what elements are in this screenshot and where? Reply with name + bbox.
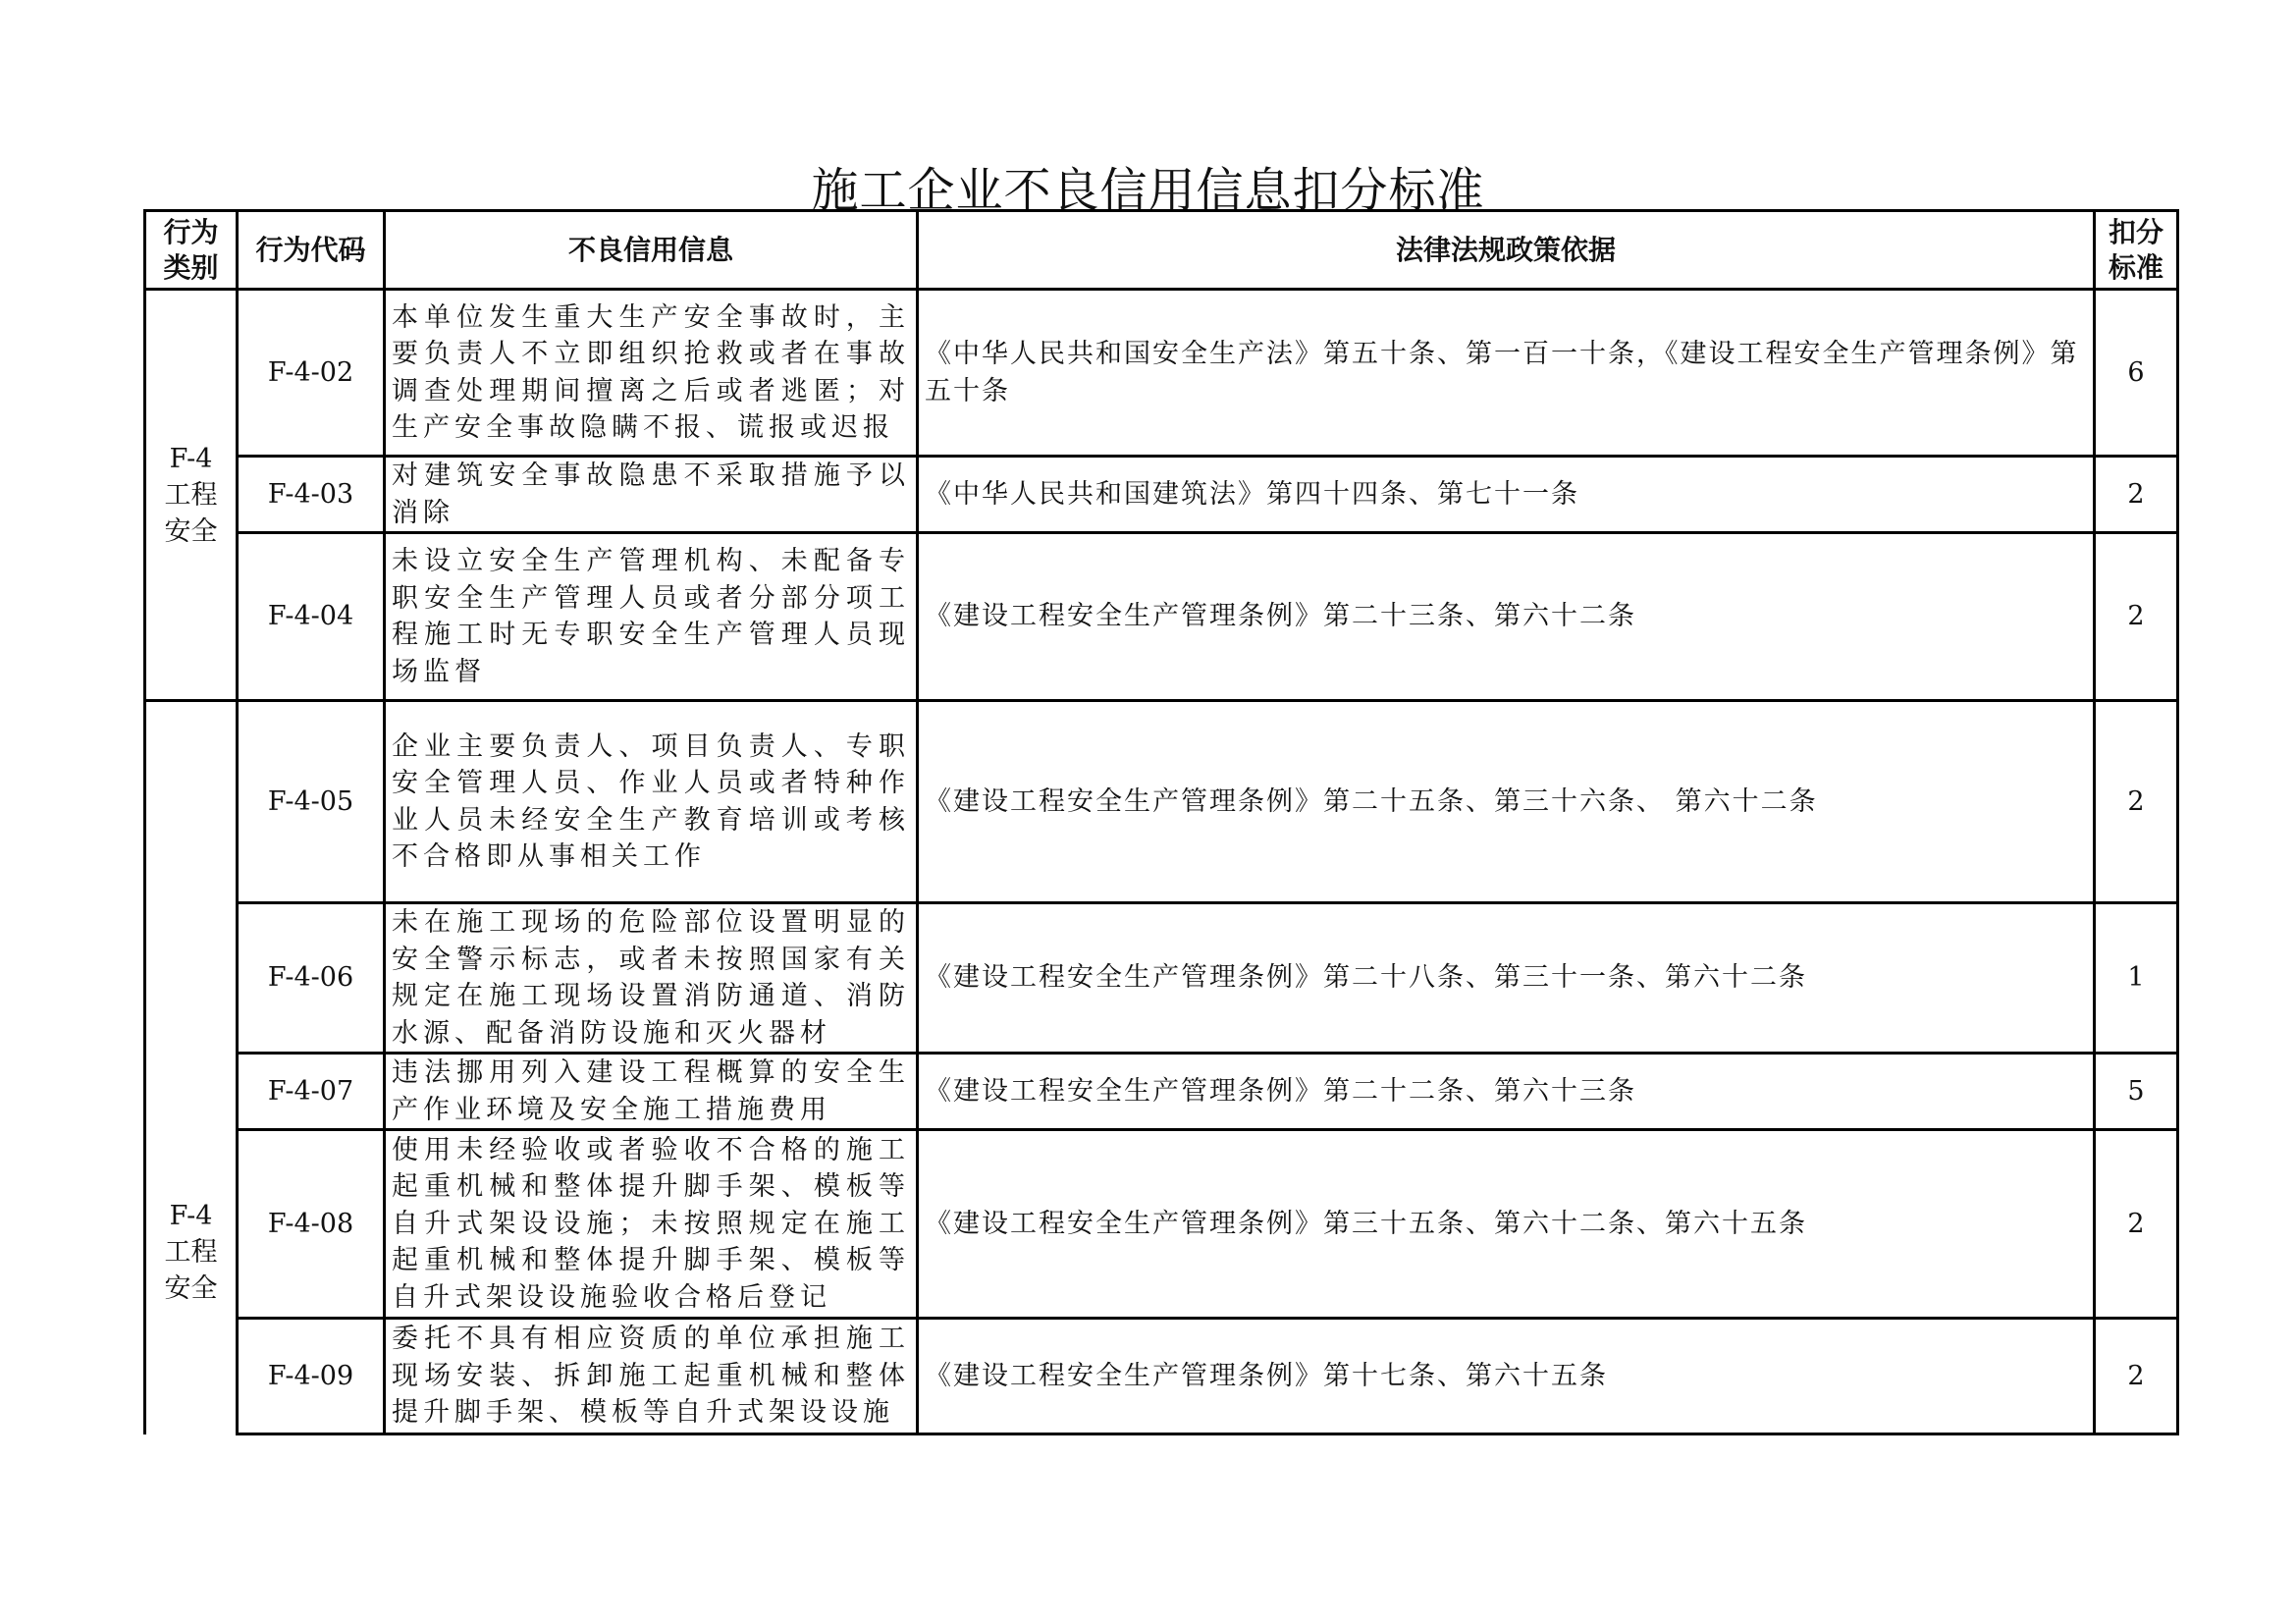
law-cell: 《建设工程安全生产管理条例》第二十五条、第三十六条、 第六十二条 (918, 701, 2095, 903)
code-cell: F-4-05 (238, 701, 385, 903)
info-cell: 委托不具有相应资质的单位承担施工现场安装、拆卸施工起重机械和整体提升脚手架、模板等自升式架设设施 (385, 1319, 918, 1434)
info-cell: 违法挪用列入建设工程概算的安全生产作业环境及安全施工措施费用 (385, 1054, 918, 1130)
table-row (145, 1054, 2178, 1130)
law-cell: 《建设工程安全生产管理条例》第三十五条、第六十二条、第六十五条 (918, 1130, 2095, 1319)
law-cell: 《建设工程安全生产管理条例》第二十二条、第六十三条 (918, 1054, 2095, 1130)
law-cell: 《建设工程安全生产管理条例》第二十八条、第三十一条、第六十二条 (918, 903, 2095, 1054)
table-row (145, 1130, 2178, 1319)
table-row (145, 1319, 2178, 1434)
law-cell: 《中华人民共和国安全生产法》第五十条、第一百一十条，《建设工程安全生产管理条例》第五十条 (918, 290, 2095, 457)
table-row (145, 290, 2178, 457)
info-cell: 本单位发生重大生产安全事故时，主要负责人不立即组织抢救或者在事故调查处理期间擅离之后或者逃匿；对生产安全事故隐瞒不报、谎报或迟报 (385, 290, 918, 457)
category-cell: F-4 工程安全 (145, 290, 238, 701)
header-category: 行为类别 (145, 211, 238, 290)
law-cell: 《中华人民共和国建筑法》第四十四条、第七十一条 (918, 457, 2095, 533)
info-cell: 使用未经验收或者验收不合格的施工起重机械和整体提升脚手架、模板等自升式架设设施；未按照规定在施工起重机械和整体提升脚手架、模板等自升式架设设施验收合格后登记 (385, 1130, 918, 1319)
code-cell: F-4-06 (238, 903, 385, 1054)
table-row (145, 533, 2178, 701)
code-cell: F-4-04 (238, 533, 385, 701)
info-cell: 企业主要负责人、项目负责人、专职安全管理人员、作业人员或者特种作业人员未经安全生产教育培训或考核不合格即从事相关工作 (385, 701, 918, 903)
score-cell: 2 (2095, 1130, 2178, 1319)
score-cell: 6 (2095, 290, 2178, 457)
score-cell: 1 (2095, 903, 2178, 1054)
score-cell: 2 (2095, 701, 2178, 903)
header-score: 扣分标准 (2095, 211, 2178, 290)
score-cell: 5 (2095, 1054, 2178, 1130)
header-law: 法律法规政策依据 (918, 211, 2095, 290)
header-code: 行为代码 (238, 211, 385, 290)
law-cell: 《建设工程安全生产管理条例》第二十三条、第六十二条 (918, 533, 2095, 701)
law-cell: 《建设工程安全生产管理条例》第十七条、第六十五条 (918, 1319, 2095, 1434)
info-cell: 未在施工现场的危险部位设置明显的安全警示标志，或者未按照国家有关规定在施工现场设置消防通道、消防水源、配备消防设施和灭火器材 (385, 903, 918, 1054)
code-cell: F-4-02 (238, 290, 385, 457)
code-cell: F-4-08 (238, 1130, 385, 1319)
code-cell: F-4-07 (238, 1054, 385, 1130)
code-cell: F-4-03 (238, 457, 385, 533)
info-cell: 对建筑安全事故隐患不采取措施予以消除 (385, 457, 918, 533)
header-info: 不良信用信息 (385, 211, 918, 290)
table-row (145, 903, 2178, 1054)
page-title: 施工企业不良信用信息扣分标准 (811, 163, 1485, 218)
score-cell: 2 (2095, 1319, 2178, 1434)
category-cell: F-4 工程安全 (145, 701, 238, 1434)
info-cell: 未设立安全生产管理机构、未配备专职安全生产管理人员或者分部分项工程施工时无专职安全生产管理人员现场监督 (385, 533, 918, 701)
deduction-standards-table (143, 209, 2179, 1435)
code-cell: F-4-09 (238, 1319, 385, 1434)
score-cell: 2 (2095, 457, 2178, 533)
table-row (145, 457, 2178, 533)
score-cell: 2 (2095, 533, 2178, 701)
table-row (145, 701, 2178, 903)
table-header-row (145, 211, 2178, 290)
